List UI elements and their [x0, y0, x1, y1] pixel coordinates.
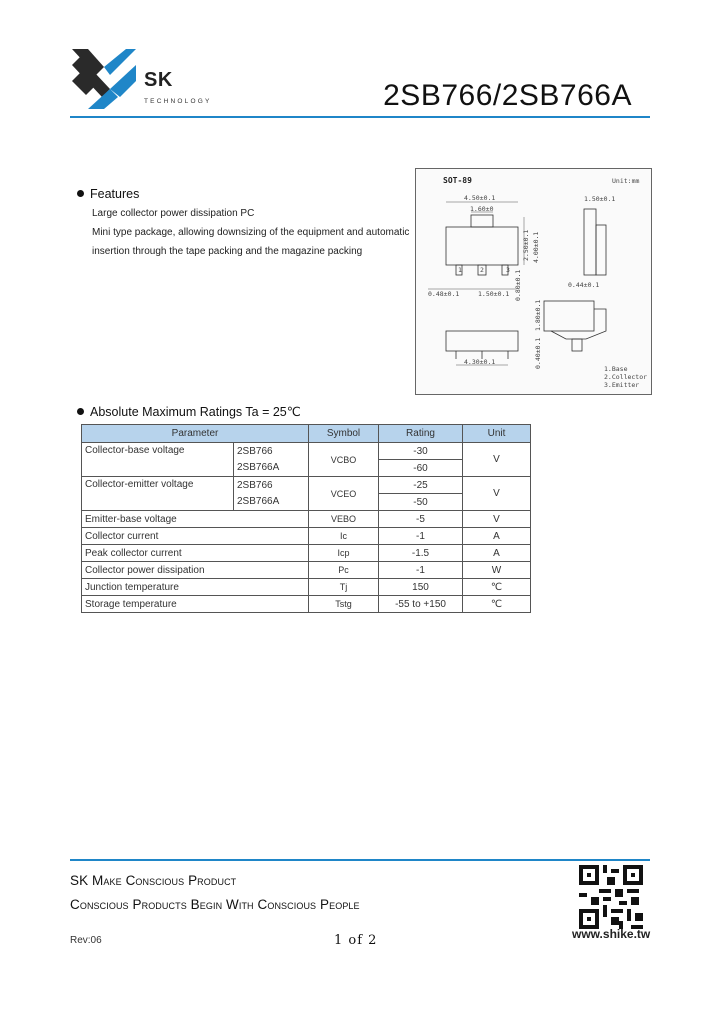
qr-code-icon: [579, 865, 643, 929]
unit-cell: ℃: [463, 596, 531, 613]
table-row: [82, 579, 531, 596]
table-row: [82, 562, 531, 579]
rating-cell: -1.5: [379, 545, 463, 562]
header-divider: [70, 116, 650, 118]
rating-cell: -25: [379, 477, 463, 494]
dim-side-top: 1.50±0.1: [584, 195, 616, 203]
footer-divider: [70, 859, 650, 861]
page-title: 2SB766/2SB766A: [383, 79, 632, 112]
rating-cell: -1: [379, 528, 463, 545]
pin-legend: 2.Collector: [604, 373, 648, 381]
unit-cell: V: [463, 443, 531, 477]
symbol-cell: VEBO: [309, 511, 379, 528]
unit-cell: A: [463, 528, 531, 545]
rating-cell: -60: [379, 460, 463, 477]
dim-height-a: 2.50±0.1: [522, 229, 530, 261]
param-cell: Emitter-base voltage: [82, 511, 309, 528]
revision-label: Rev:06: [70, 935, 102, 946]
symbol-cell: Tj: [309, 579, 379, 596]
dim-height-b: 4.00±0.1: [532, 231, 540, 263]
footer-slogan: SK Make Conscious Product: [70, 873, 237, 888]
dim-tab-width: 1.60±0: [470, 205, 494, 213]
dim-h-e: 0.40±0.1: [534, 337, 542, 369]
brand-name: SK: [144, 69, 173, 91]
table-row: [82, 596, 531, 613]
dim-h-c: 0.80±0.1: [514, 269, 522, 301]
dim-body-width: 4.50±0.1: [464, 194, 496, 202]
symbol-cell: Tstg: [309, 596, 379, 613]
table-row: [82, 477, 531, 494]
dim-h-d: 1.80±0.1: [534, 299, 542, 331]
bullet-icon: [77, 408, 84, 415]
unit-cell: W: [463, 562, 531, 579]
features-heading: Features: [77, 187, 139, 201]
company-logo: [70, 45, 212, 115]
param-cell: Storage temperature: [82, 596, 309, 613]
ratings-table: [81, 424, 531, 613]
variant-cell: 2SB766: [234, 477, 309, 494]
table-row: [82, 528, 531, 545]
param-cell: Collector-base voltage: [82, 443, 234, 477]
unit-cell: A: [463, 545, 531, 562]
pin-label: 3: [506, 266, 510, 274]
rating-cell: -5: [379, 511, 463, 528]
unit-cell: ℃: [463, 579, 531, 596]
param-cell: Collector-emitter voltage: [82, 477, 234, 511]
param-cell: Junction temperature: [82, 579, 309, 596]
table-row: [82, 511, 531, 528]
symbol-cell: Icp: [309, 545, 379, 562]
ratings-heading: Absolute Maximum Ratings Ta = 25℃: [77, 404, 301, 419]
rating-cell: -30: [379, 443, 463, 460]
feature-line: Mini type package, allowing downsizing of the equipment and automatic: [92, 227, 410, 238]
dim-bottom-width: 4.30±0.1: [464, 358, 496, 366]
rating-cell: -55 to +150: [379, 596, 463, 613]
feature-line: insertion through the tape packing and the magazine packing: [92, 246, 363, 257]
symbol-cell: VCEO: [309, 477, 379, 511]
sk-logo-icon: [70, 45, 142, 113]
footer-slogan: Conscious Products Begin With Conscious People: [70, 897, 360, 912]
website-link[interactable]: www.shike.tw: [572, 927, 651, 941]
symbol-cell: Ic: [309, 528, 379, 545]
param-cell: Peak collector current: [82, 545, 309, 562]
dim-lead-width: 0.48±0.1: [428, 290, 460, 298]
col-header-parameter: Parameter: [82, 425, 309, 443]
pin-label: 2: [480, 266, 484, 274]
param-cell: Collector power dissipation: [82, 562, 309, 579]
brand-subtitle: TECHNOLOGY: [144, 98, 212, 105]
param-cell: Collector current: [82, 528, 309, 545]
bullet-icon: [77, 190, 84, 197]
rating-cell: -50: [379, 494, 463, 511]
package-diagram: [415, 168, 652, 395]
table-header-row: [82, 425, 531, 443]
variant-cell: 2SB766A: [234, 494, 309, 511]
col-header-unit: Unit: [463, 425, 531, 443]
symbol-cell: Pc: [309, 562, 379, 579]
dim-pitch: 1.50±0.1: [478, 290, 510, 298]
table-row: [82, 545, 531, 562]
rating-cell: -1: [379, 562, 463, 579]
unit-cell: V: [463, 511, 531, 528]
package-name: SOT-89: [443, 176, 472, 185]
symbol-cell: VCBO: [309, 443, 379, 477]
sot89-drawing: [416, 169, 651, 394]
variant-cell: 2SB766A: [234, 460, 309, 477]
rating-cell: 150: [379, 579, 463, 596]
unit-label: Unit:mm: [612, 177, 640, 185]
col-header-rating: Rating: [379, 425, 463, 443]
pin-legend: 3.Emitter: [604, 381, 640, 389]
dim-lead-thickness: 0.44±0.1: [568, 281, 600, 289]
col-header-symbol: Symbol: [309, 425, 379, 443]
variant-cell: 2SB766: [234, 443, 309, 460]
feature-line: Large collector power dissipation PC: [92, 208, 255, 219]
table-row: [82, 443, 531, 460]
unit-cell: V: [463, 477, 531, 511]
page-number: 1 of 2: [334, 933, 378, 948]
pin-label: 1: [458, 266, 462, 274]
pin-legend: 1.Base: [604, 365, 628, 373]
